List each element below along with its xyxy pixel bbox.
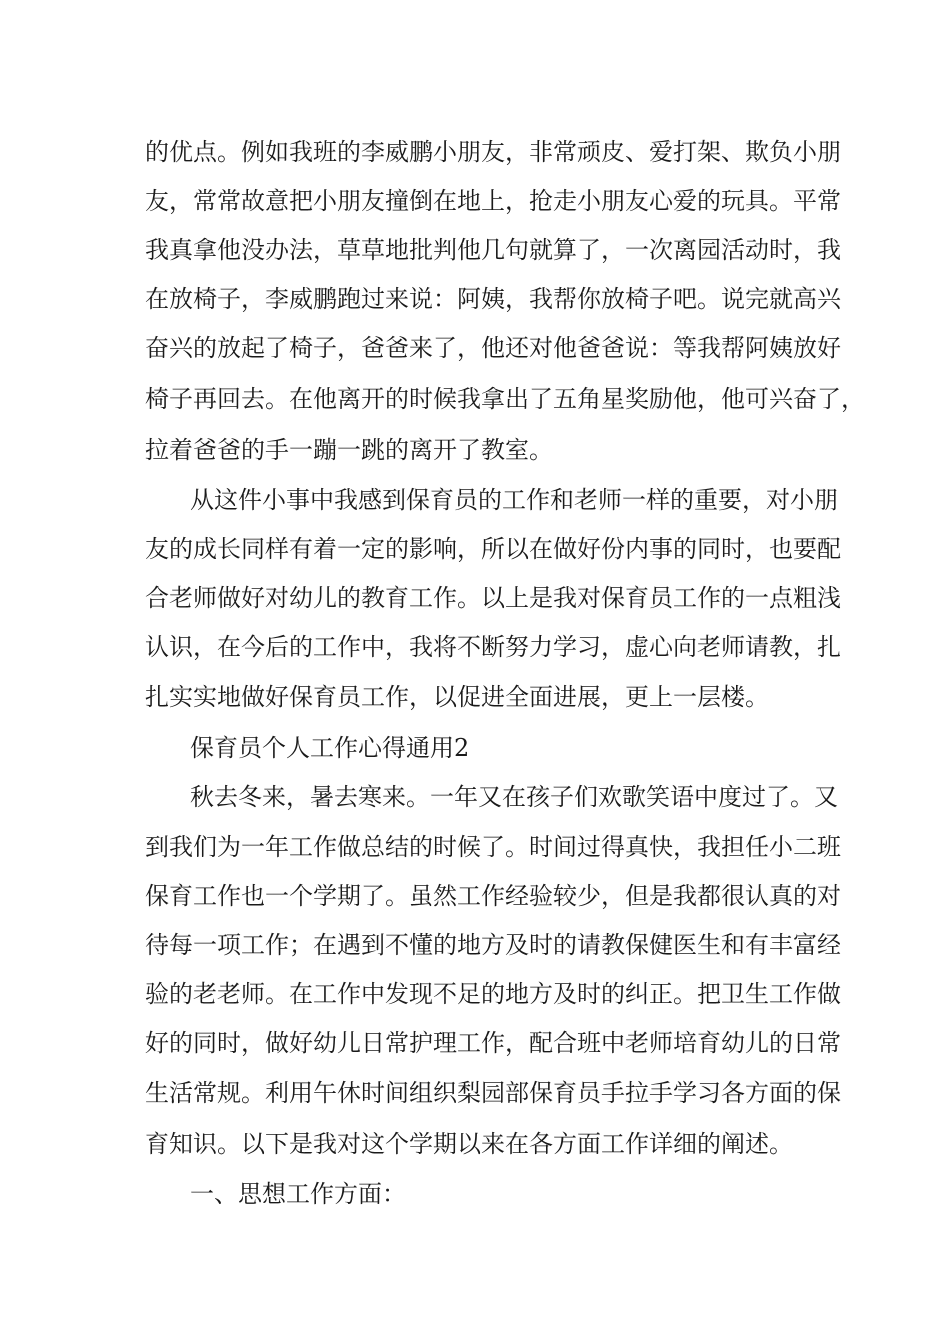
text-line: 保育工作也一个学期了。虽然工作经验较少，但是我都很认真的对 [145,882,841,910]
text-line: 的优点。例如我班的李威鹏小朋友，非常顽皮、爱打架、欺负小朋 [145,138,841,166]
text-line: 拉着爸爸的手一蹦一跳的离开了教室。 [145,436,553,464]
text-line: 合老师做好对幼儿的教育工作。以上是我对保育员工作的一点粗浅 [145,584,841,612]
text-line: 育知识。以下是我对这个学期以来在各方面工作详细的阐述。 [145,1130,793,1158]
text-line: 认识，在今后的工作中，我将不断努力学习，虚心向老师请教，扎 [145,633,841,661]
text-line: 生活常规。利用午休时间组织梨园部保育员手拉手学习各方面的保 [145,1079,841,1107]
text-line: 我真拿他没办法，草草地批判他几句就算了，一次离园活动时，我 [145,236,841,264]
paragraph-start-line: 从这件小事中我感到保育员的工作和老师一样的重要，对小朋 [190,486,838,514]
text-line: 扎实实地做好保育员工作，以促进全面进展，更上一层楼。 [145,683,769,711]
text-line: 到我们为一年工作做总结的时候了。时间过得真快，我担任小二班 [145,833,841,861]
text-line: 友的成长同样有着一定的影响，所以在做好份内事的同时，也要配 [145,535,841,563]
text-line: 友，常常故意把小朋友撞倒在地上，抢走小朋友心爱的玩具。平常 [145,187,841,215]
text-line: 待每一项工作；在遇到不懂的地方及时的请教保健医生和有丰富经 [145,931,841,959]
text-line: 奋兴的放起了椅子，爸爸来了，他还对他爸爸说：等我帮阿姨放好 [145,334,841,362]
section-heading: 一、思想工作方面： [190,1180,406,1208]
text-line: 椅子再回去。在他离开的时候我拿出了五角星奖励他，他可兴奋了， [145,385,865,413]
text-line: 验的老老师。在工作中发现不足的地方及时的纠正。把卫生工作做 [145,980,841,1008]
text-line: 好的同时，做好幼儿日常护理工作，配合班中老师培育幼儿的日常 [145,1029,841,1057]
paragraph-start-line: 秋去冬来，暑去寒来。一年又在孩子们欢歌笑语中度过了。又 [190,783,838,811]
text-line: 在放椅子，李威鹏跑过来说：阿姨，我帮你放椅子吧。说完就高兴 [145,285,841,313]
section-heading: 保育员个人工作心得通用2 [190,734,470,762]
